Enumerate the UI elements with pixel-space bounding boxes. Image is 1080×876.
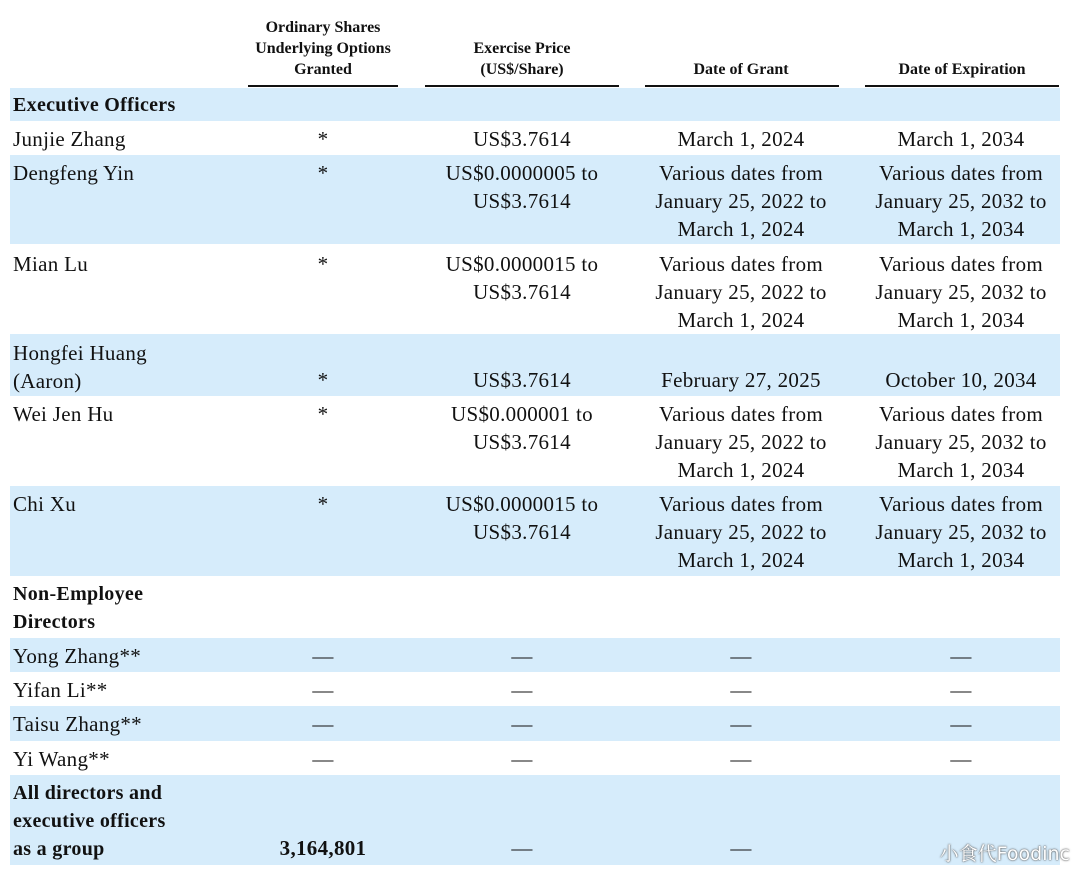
- header-exercise-price: Exercise Price (US$/Share): [473, 40, 571, 78]
- grant-date: —: [730, 678, 752, 702]
- expiration-date: —: [950, 712, 972, 736]
- shares-value: *: [317, 368, 329, 392]
- officer-name: Junjie Zhang: [13, 127, 126, 151]
- exercise-price: —: [511, 678, 533, 702]
- expiration-date: October 10, 2034: [885, 368, 1037, 392]
- grant-date: February 27, 2025: [661, 368, 821, 392]
- shares-value: —: [312, 712, 334, 736]
- total-label: All directors and executive officers as a group: [13, 782, 166, 860]
- expiration-date: Various dates from January 25, 2032 to March 1, 2034: [875, 252, 1047, 332]
- header-date-of-grant: Date of Grant: [693, 61, 789, 78]
- director-name: Yi Wang**: [13, 747, 110, 771]
- table-row: [10, 334, 1060, 396]
- director-name: Yong Zhang**: [13, 644, 142, 668]
- exercise-price: US$0.0000015 to US$3.7614: [445, 492, 599, 544]
- officer-name: Wei Jen Hu: [13, 402, 114, 426]
- director-name: Yifan Li**: [13, 678, 108, 702]
- header-rule-expiration: [865, 85, 1059, 87]
- expiration-date: —: [950, 747, 972, 771]
- total-exercise-price: —: [511, 836, 533, 860]
- expiration-date: Various dates from January 25, 2032 to March 1, 2034: [875, 402, 1047, 482]
- expiration-date: Various dates from January 25, 2032 to March 1, 2034: [875, 492, 1047, 572]
- header-rule-price: [425, 85, 619, 87]
- grant-date: Various dates from January 25, 2022 to March 1, 2024: [655, 252, 827, 332]
- officer-name: Chi Xu: [13, 492, 77, 516]
- exercise-price: US$3.7614: [473, 368, 571, 392]
- section-non-employee-directors: [10, 576, 1060, 638]
- section-title: Non-Employee Directors: [13, 583, 144, 633]
- table-row: [10, 244, 1060, 334]
- exercise-price: —: [511, 644, 533, 668]
- total-grant-date: —: [730, 836, 752, 860]
- watermark: 小食代Foodinc: [939, 843, 1070, 865]
- expiration-date: —: [950, 644, 972, 668]
- grant-date: —: [730, 712, 752, 736]
- table-row: [10, 706, 1060, 741]
- table-row: [10, 741, 1060, 775]
- exercise-price: US$0.0000005 to US$3.7614: [445, 161, 599, 213]
- exercise-price: —: [511, 712, 533, 736]
- table-row: [10, 638, 1060, 672]
- expiration-date: Various dates from January 25, 2032 to March 1, 2034: [875, 161, 1047, 241]
- grant-date: —: [730, 644, 752, 668]
- grant-date: Various dates from January 25, 2022 to March 1, 2024: [655, 492, 827, 572]
- exercise-price: US$0.0000015 to US$3.7614: [445, 252, 599, 304]
- grant-date: Various dates from January 25, 2022 to March 1, 2024: [655, 161, 827, 241]
- shares-value: —: [312, 644, 334, 668]
- header-rule-grant: [645, 85, 839, 87]
- table-row: [10, 486, 1060, 576]
- exercise-price: —: [511, 747, 533, 771]
- table-row-total: [10, 775, 1060, 865]
- shares-value: *: [317, 252, 329, 276]
- exercise-price: US$3.7614: [473, 127, 571, 151]
- officer-name: Mian Lu: [13, 252, 89, 276]
- header-shares: Ordinary Shares Underlying Options Granted: [255, 19, 391, 78]
- section-executive-officers: [10, 88, 1060, 121]
- table-row: [10, 396, 1060, 486]
- header-rule-shares: [248, 85, 398, 87]
- shares-value: —: [312, 747, 334, 771]
- shares-value: —: [312, 678, 334, 702]
- total-shares-value: 3,164,801: [279, 836, 367, 860]
- expiration-date: March 1, 2034: [897, 127, 1025, 151]
- grant-date: —: [730, 747, 752, 771]
- header-date-of-expiration: Date of Expiration: [898, 61, 1026, 78]
- shares-value: *: [317, 492, 329, 516]
- officer-name: Hongfei Huang (Aaron): [13, 341, 147, 393]
- shares-value: *: [317, 402, 329, 426]
- section-title: Executive Officers: [13, 94, 176, 116]
- shares-value: *: [317, 127, 329, 151]
- exercise-price: US$0.000001 to US$3.7614: [451, 402, 593, 454]
- table-row: [10, 121, 1060, 155]
- expiration-date: —: [950, 678, 972, 702]
- table-row: [10, 155, 1060, 244]
- grant-date: Various dates from January 25, 2022 to March 1, 2024: [655, 402, 827, 482]
- grant-date: March 1, 2024: [677, 127, 805, 151]
- director-name: Taisu Zhang**: [13, 712, 142, 736]
- officer-name: Dengfeng Yin: [13, 161, 135, 185]
- table-row: [10, 672, 1060, 706]
- shares-value: *: [317, 161, 329, 185]
